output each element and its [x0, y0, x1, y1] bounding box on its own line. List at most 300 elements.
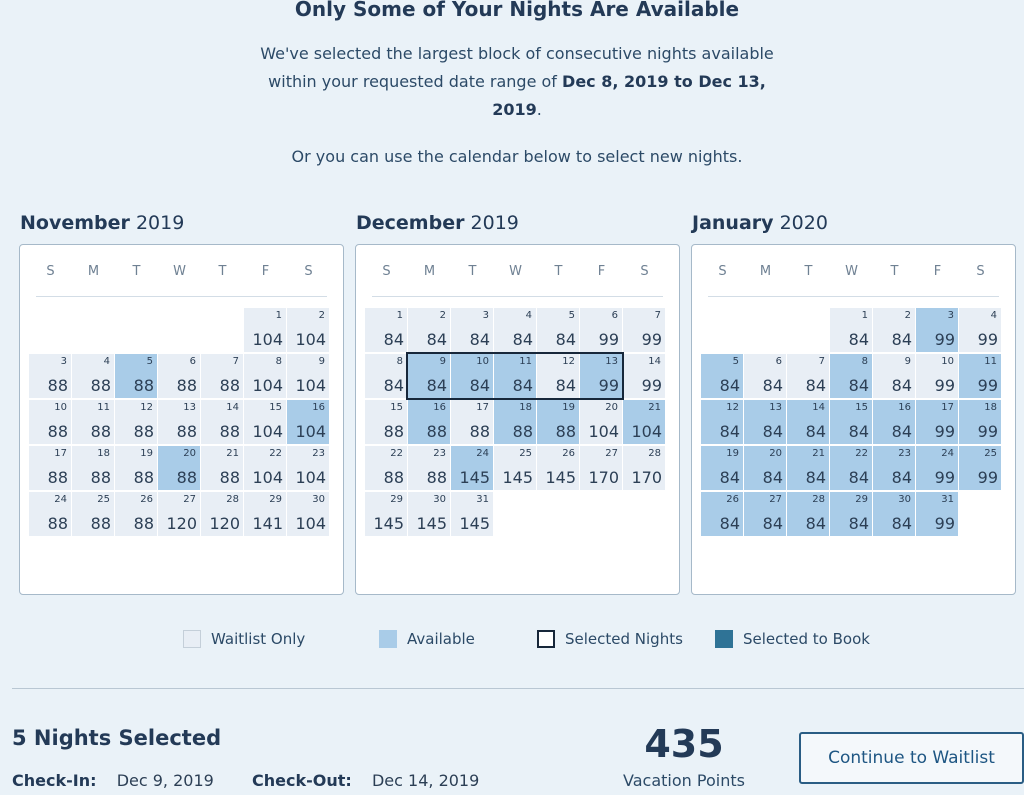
- day-number: 10: [941, 356, 954, 367]
- day-points: 84: [512, 376, 533, 395]
- day-number: 4: [990, 310, 997, 321]
- day-points: 88: [47, 514, 68, 533]
- weekday-header: M: [423, 264, 436, 279]
- calendar-day-19[interactable]: [701, 446, 743, 490]
- day-number: 8: [861, 356, 868, 367]
- weekday-header: W: [509, 264, 522, 279]
- calendar-day-17[interactable]: [451, 400, 493, 444]
- day-number: 6: [775, 356, 782, 367]
- calendar-day-4[interactable]: [494, 308, 536, 352]
- day-points: 84: [426, 376, 447, 395]
- day-number: 12: [562, 356, 575, 367]
- day-number: 13: [183, 402, 196, 413]
- calendar-day-12[interactable]: [115, 400, 157, 444]
- day-points: 104: [252, 468, 283, 487]
- calendar-day-3[interactable]: [29, 354, 71, 398]
- calendar-day-13[interactable]: [744, 400, 786, 444]
- weekday-header: S: [976, 264, 985, 279]
- calendar-day-1[interactable]: [365, 308, 407, 352]
- points-label: Vacation Points: [623, 771, 745, 790]
- day-number: 22: [390, 448, 403, 459]
- day-points: 99: [977, 330, 998, 349]
- calendar-day-28[interactable]: [623, 446, 665, 490]
- day-points: 99: [641, 376, 662, 395]
- calendar-day-27[interactable]: [158, 492, 200, 536]
- calendar-day-18[interactable]: [959, 400, 1001, 444]
- weekday-header: F: [933, 264, 942, 279]
- day-points: 104: [631, 422, 662, 441]
- calendar-day-14[interactable]: [787, 400, 829, 444]
- day-number: 28: [226, 494, 239, 505]
- calendar-day-7[interactable]: [787, 354, 829, 398]
- day-number: 10: [54, 402, 67, 413]
- calendar-day-26[interactable]: [115, 492, 157, 536]
- calendar-day-22[interactable]: [244, 446, 286, 490]
- nights-selected: 5 Nights Selected: [12, 726, 222, 750]
- calendar-day-2[interactable]: [408, 308, 450, 352]
- day-points: 88: [426, 422, 447, 441]
- day-number: 21: [812, 448, 825, 459]
- day-number: 6: [189, 356, 196, 367]
- day-points: 84: [762, 468, 783, 487]
- month-name: January: [692, 212, 774, 234]
- day-points: 84: [469, 330, 490, 349]
- day-number: 2: [318, 310, 325, 321]
- intro-line-2-prefix: within your requested date range of: [268, 72, 563, 91]
- weekday-header: W: [845, 264, 858, 279]
- day-points: 88: [383, 422, 404, 441]
- calendar-day-6[interactable]: [580, 308, 622, 352]
- range-to: to: [668, 72, 699, 91]
- day-points: 84: [891, 376, 912, 395]
- day-points: 88: [219, 376, 240, 395]
- day-number: 3: [947, 310, 954, 321]
- calendar-day-30[interactable]: [408, 492, 450, 536]
- month-year: 2019: [470, 212, 519, 234]
- month-title-december: [356, 212, 519, 234]
- day-points: 145: [502, 468, 533, 487]
- calendar-day-19[interactable]: [115, 446, 157, 490]
- day-number: 8: [396, 356, 403, 367]
- calendar-day-15[interactable]: [365, 400, 407, 444]
- calendar-day-2[interactable]: [287, 308, 329, 352]
- calendar-day-10[interactable]: [916, 354, 958, 398]
- calendar-day-18[interactable]: [72, 446, 114, 490]
- day-number: 14: [226, 402, 239, 413]
- day-points: 104: [252, 330, 283, 349]
- range-end-suffix: .: [536, 100, 542, 119]
- day-number: 25: [984, 448, 997, 459]
- calendar-day-8[interactable]: [365, 354, 407, 398]
- day-points: 88: [47, 376, 68, 395]
- day-number: 16: [433, 402, 446, 413]
- calendar-day-17[interactable]: [916, 400, 958, 444]
- calendar-divider: [708, 296, 999, 297]
- day-number: 21: [648, 402, 661, 413]
- calendar-day-27[interactable]: [580, 446, 622, 490]
- calendar-day-17[interactable]: [29, 446, 71, 490]
- calendar-day-1[interactable]: [244, 308, 286, 352]
- calendar-day-3[interactable]: [916, 308, 958, 352]
- calendar-day-10[interactable]: [29, 400, 71, 444]
- day-number: 26: [140, 494, 153, 505]
- legend-waitlist: [183, 629, 305, 649]
- weekday-header: T: [132, 264, 141, 279]
- calendar-day-7[interactable]: [201, 354, 243, 398]
- day-number: 23: [433, 448, 446, 459]
- day-points: 84: [426, 330, 447, 349]
- day-points: 99: [934, 514, 955, 533]
- calendar-january: [691, 244, 1016, 595]
- day-points: 120: [209, 514, 240, 533]
- day-points: 99: [977, 422, 998, 441]
- day-number: 15: [269, 402, 282, 413]
- calendar-day-12[interactable]: [701, 400, 743, 444]
- day-points: 84: [719, 376, 740, 395]
- calendar-day-9[interactable]: [873, 354, 915, 398]
- checkin-value: Dec 9, 2019: [116, 771, 214, 790]
- day-number: 17: [54, 448, 67, 459]
- day-number: 31: [476, 494, 489, 505]
- day-points: 88: [133, 514, 154, 533]
- checkout-label: Check-Out:: [252, 771, 352, 790]
- page-title: Only Some of Your Nights Are Available: [294, 0, 740, 21]
- day-points: 88: [133, 422, 154, 441]
- weekday-header: T: [218, 264, 227, 279]
- day-number: 24: [476, 448, 489, 459]
- day-number: 4: [103, 356, 110, 367]
- calendar-day-6[interactable]: [158, 354, 200, 398]
- calendar-day-1[interactable]: [830, 308, 872, 352]
- day-number: 28: [812, 494, 825, 505]
- calendar-day-8[interactable]: [830, 354, 872, 398]
- calendar-day-13[interactable]: [158, 400, 200, 444]
- day-points: 88: [90, 376, 111, 395]
- day-points: 88: [176, 376, 197, 395]
- calendar-day-24[interactable]: [29, 492, 71, 536]
- calendar-day-30[interactable]: [873, 492, 915, 536]
- day-points: 104: [295, 330, 326, 349]
- calendar-day-26[interactable]: [537, 446, 579, 490]
- day-number: 23: [312, 448, 325, 459]
- calendar-day-27[interactable]: [744, 492, 786, 536]
- calendar-day-24[interactable]: [916, 446, 958, 490]
- calendar-day-16[interactable]: [287, 400, 329, 444]
- waitlist-swatch: [183, 630, 201, 648]
- calendar-day-5[interactable]: [701, 354, 743, 398]
- legend-available: [379, 629, 475, 649]
- day-number: 19: [562, 402, 575, 413]
- day-number: 30: [433, 494, 446, 505]
- day-number: 19: [140, 448, 153, 459]
- day-number: 23: [898, 448, 911, 459]
- day-points: 84: [762, 514, 783, 533]
- day-number: 9: [318, 356, 325, 367]
- points-total: 435: [644, 722, 724, 766]
- calendar-day-14[interactable]: [201, 400, 243, 444]
- calendar-day-28[interactable]: [201, 492, 243, 536]
- calendar-day-28[interactable]: [787, 492, 829, 536]
- day-points: 170: [588, 468, 619, 487]
- day-points: 88: [219, 422, 240, 441]
- calendar-day-8[interactable]: [244, 354, 286, 398]
- day-points: 104: [295, 376, 326, 395]
- weekday-header: M: [87, 264, 100, 279]
- day-number: 11: [97, 402, 110, 413]
- day-points: 88: [555, 422, 576, 441]
- calendar-december: [355, 244, 680, 595]
- calendar-day-7[interactable]: [623, 308, 665, 352]
- calendar-day-29[interactable]: [830, 492, 872, 536]
- calendar-day-11[interactable]: [959, 354, 1001, 398]
- day-points: 88: [90, 468, 111, 487]
- legend-waitlist-label: Waitlist Only: [211, 630, 306, 648]
- day-number: 20: [605, 402, 618, 413]
- day-points: 84: [719, 468, 740, 487]
- day-points: 88: [219, 468, 240, 487]
- calendar-day-15[interactable]: [830, 400, 872, 444]
- day-points: 88: [176, 468, 197, 487]
- calendar-day-21[interactable]: [201, 446, 243, 490]
- day-points: 84: [719, 422, 740, 441]
- calendar-day-11[interactable]: [72, 400, 114, 444]
- month-name: December: [356, 212, 465, 234]
- calendar-day-2[interactable]: [873, 308, 915, 352]
- day-points: 99: [934, 330, 955, 349]
- day-number: 26: [726, 494, 739, 505]
- calendar-day-19[interactable]: [537, 400, 579, 444]
- day-points: 120: [166, 514, 197, 533]
- weekday-header: F: [261, 264, 270, 279]
- day-points: 84: [469, 376, 490, 395]
- calendar-day-15[interactable]: [244, 400, 286, 444]
- checkin-label: Check-In:: [12, 771, 97, 790]
- day-number: 27: [605, 448, 618, 459]
- day-number: 11: [519, 356, 532, 367]
- legend-available-label: Available: [407, 630, 475, 648]
- selected-swatch: [537, 630, 555, 648]
- day-number: 9: [904, 356, 911, 367]
- day-number: 8: [275, 356, 282, 367]
- day-number: 24: [54, 494, 67, 505]
- day-number: 9: [439, 356, 446, 367]
- day-number: 15: [855, 402, 868, 413]
- calendar-day-25[interactable]: [494, 446, 536, 490]
- calendar-day-23[interactable]: [287, 446, 329, 490]
- calendar-day-4[interactable]: [72, 354, 114, 398]
- calendar-day-18[interactable]: [494, 400, 536, 444]
- stay-dates: [12, 771, 479, 790]
- weekday-header: S: [46, 264, 55, 279]
- weekday-header: S: [718, 264, 727, 279]
- day-number: 12: [726, 402, 739, 413]
- intro-line-1: We've selected the largest block of consecutive nights available: [260, 44, 774, 63]
- calendar-day-20[interactable]: [744, 446, 786, 490]
- day-number: 1: [275, 310, 282, 321]
- calendar-day-16[interactable]: [408, 400, 450, 444]
- day-points: 88: [47, 468, 68, 487]
- day-number: 30: [312, 494, 325, 505]
- day-number: 1: [861, 310, 868, 321]
- day-points: 99: [934, 422, 955, 441]
- day-points: 84: [719, 514, 740, 533]
- calendar-day-3[interactable]: [451, 308, 493, 352]
- day-number: 16: [312, 402, 325, 413]
- calendar-day-16[interactable]: [873, 400, 915, 444]
- day-points: 104: [295, 468, 326, 487]
- legend-book: [715, 629, 870, 649]
- day-points: 88: [90, 422, 111, 441]
- weekday-header: T: [554, 264, 563, 279]
- day-number: 29: [855, 494, 868, 505]
- day-number: 13: [769, 402, 782, 413]
- calendar-day-29[interactable]: [244, 492, 286, 536]
- day-points: 88: [133, 376, 154, 395]
- calendar-day-22[interactable]: [830, 446, 872, 490]
- weekday-header: M: [759, 264, 772, 279]
- calendar-day-20[interactable]: [580, 400, 622, 444]
- day-points: 99: [641, 330, 662, 349]
- day-points: 88: [383, 468, 404, 487]
- calendar-day-21[interactable]: [787, 446, 829, 490]
- calendar-day-25[interactable]: [959, 446, 1001, 490]
- day-points: 84: [805, 468, 826, 487]
- day-points: 170: [631, 468, 662, 487]
- calendar-day-5[interactable]: [115, 354, 157, 398]
- day-points: 88: [426, 468, 447, 487]
- calendar-day-6[interactable]: [744, 354, 786, 398]
- day-points: 145: [373, 514, 404, 533]
- day-number: 19: [726, 448, 739, 459]
- day-number: 29: [390, 494, 403, 505]
- alt-instruction: Or you can use the calendar below to select new nights.: [291, 147, 743, 166]
- day-number: 3: [60, 356, 67, 367]
- day-number: 18: [519, 402, 532, 413]
- day-points: 145: [459, 514, 490, 533]
- day-number: 12: [140, 402, 153, 413]
- day-points: 99: [598, 376, 619, 395]
- checkout-value: Dec 14, 2019: [371, 771, 480, 790]
- day-points: 88: [469, 422, 490, 441]
- month-name: November: [20, 212, 130, 234]
- day-number: 18: [97, 448, 110, 459]
- intro-text: [0, 40, 1024, 124]
- continue-to-waitlist-button[interactable]: Continue to Waitlist: [799, 732, 1024, 784]
- calendar-day-21[interactable]: [623, 400, 665, 444]
- day-points: 84: [762, 422, 783, 441]
- day-points: 84: [762, 376, 783, 395]
- day-points: 145: [416, 514, 447, 533]
- day-points: 104: [252, 376, 283, 395]
- day-points: 84: [555, 330, 576, 349]
- day-points: 88: [512, 422, 533, 441]
- month-title-january: [692, 212, 828, 234]
- intro-line-2: [0, 68, 1024, 96]
- day-number: 1: [396, 310, 403, 321]
- day-number: 22: [269, 448, 282, 459]
- legend-selected-label: Selected Nights: [565, 630, 683, 648]
- day-points: 99: [977, 468, 998, 487]
- day-points: 104: [252, 422, 283, 441]
- day-points: 88: [47, 422, 68, 441]
- calendar-day-25[interactable]: [72, 492, 114, 536]
- book-swatch: [715, 630, 733, 648]
- day-points: 84: [848, 330, 869, 349]
- weekday-header: T: [804, 264, 813, 279]
- day-number: 16: [898, 402, 911, 413]
- calendar-day-23[interactable]: [408, 446, 450, 490]
- day-number: 18: [984, 402, 997, 413]
- legend-selected: [537, 629, 683, 649]
- day-points: 84: [848, 514, 869, 533]
- calendar-day-29[interactable]: [365, 492, 407, 536]
- day-number: 15: [390, 402, 403, 413]
- day-points: 84: [805, 376, 826, 395]
- day-number: 5: [146, 356, 153, 367]
- range-start: Dec 8, 2019: [562, 72, 669, 91]
- weekday-header: T: [890, 264, 899, 279]
- day-points: 99: [977, 376, 998, 395]
- day-number: 3: [482, 310, 489, 321]
- calendar-day-26[interactable]: [701, 492, 743, 536]
- day-points: 84: [891, 514, 912, 533]
- weekday-header: S: [382, 264, 391, 279]
- day-points: 104: [588, 422, 619, 441]
- day-number: 7: [818, 356, 825, 367]
- day-points: 84: [805, 422, 826, 441]
- day-points: 104: [295, 422, 326, 441]
- day-points: 104: [295, 514, 326, 533]
- calendar-day-4[interactable]: [959, 308, 1001, 352]
- calendar-day-23[interactable]: [873, 446, 915, 490]
- calendar-day-14[interactable]: [623, 354, 665, 398]
- legend-book-label: Selected to Book: [743, 630, 870, 648]
- calendar-day-30[interactable]: [287, 492, 329, 536]
- calendar-day-20[interactable]: [158, 446, 200, 490]
- day-number: 7: [654, 310, 661, 321]
- day-number: 27: [183, 494, 196, 505]
- day-number: 24: [941, 448, 954, 459]
- day-points: 84: [891, 422, 912, 441]
- calendar-day-5[interactable]: [537, 308, 579, 352]
- day-number: 10: [476, 356, 489, 367]
- day-points: 84: [848, 376, 869, 395]
- weekday-header: S: [304, 264, 313, 279]
- weekday-header: F: [597, 264, 606, 279]
- calendar-day-24[interactable]: [451, 446, 493, 490]
- day-number: 28: [648, 448, 661, 459]
- day-points: 141: [252, 514, 283, 533]
- day-points: 84: [891, 330, 912, 349]
- day-number: 30: [898, 494, 911, 505]
- calendar-day-9[interactable]: [287, 354, 329, 398]
- day-number: 21: [226, 448, 239, 459]
- range-end: Dec 13,: [698, 72, 766, 91]
- selected-nights-outline: [406, 352, 624, 400]
- day-number: 6: [611, 310, 618, 321]
- day-number: 25: [97, 494, 110, 505]
- day-number: 2: [904, 310, 911, 321]
- calendar-day-31[interactable]: [916, 492, 958, 536]
- calendar-day-31[interactable]: [451, 492, 493, 536]
- day-points: 99: [598, 330, 619, 349]
- weekday-header: S: [640, 264, 649, 279]
- day-number: 20: [183, 448, 196, 459]
- day-number: 17: [941, 402, 954, 413]
- calendar-day-22[interactable]: [365, 446, 407, 490]
- day-number: 22: [855, 448, 868, 459]
- calendar-divider: [372, 296, 663, 297]
